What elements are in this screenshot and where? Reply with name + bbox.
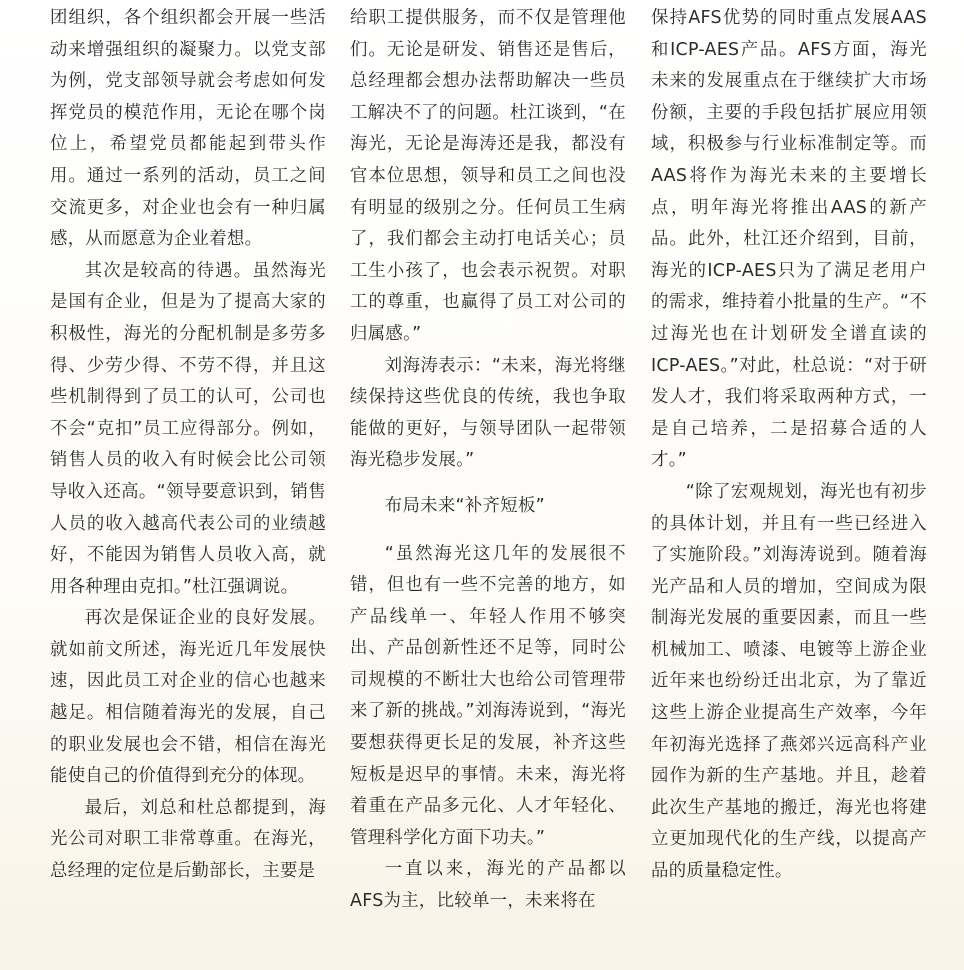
paragraph-liu-statement: 刘海涛表示：“未来，海光将继续保持这些优良的传统，我也争取能做的更好，与领导团队一起带领海光稳步发展。”: [350, 355, 626, 471]
paragraph-respect-start: 最后，刘总和杜总都提到，海光公司对职工非常尊重。在海光，总经理的定位是后勤部长，主要是: [50, 797, 326, 882]
paragraph-product-line-start: 一直以来，海光的产品都以AFS为主，比较单一，未来将在: [350, 859, 626, 912]
article-column-1: [50, 3, 326, 888]
paragraph-respect-continued: 给职工提供服务，而不仅是管理他们。无论是研发、销售还是售后，总经理都会想办法帮助解决一些员工解决不了的问题。杜江谈到，“在海光，无论是海涛还是我，都没有官本位思想，领导和员工之间也没有明显的级别之分。任何员工生病了，我们都会主动打电话关心；员工生小孩了，也会表示祝贺。对职工的尊重，也赢得了员工对公司的归属感。”: [350, 8, 626, 344]
paragraph-company-growth: 再次是保证企业的良好发展。就如前文所述，海光近几年发展快速，因此员工对企业的信心也越来越足。相信随着海光的发展，自己的职业发展也会不错，相信在海光能使自己的价值得到充分的体现。: [50, 608, 326, 787]
paragraph-compensation: 其次是较高的待遇。虽然海光是国有企业，但是为了提高大家的积极性，海光的分配机制是多劳多得、少劳少得、不劳不得，并且这些机制得到了员工的认可，公司也不会“克扣”员工应得部分。例如，销售人员的收入有时候会比公司领导收入还高。“领导要意识到，销售人员的收入越高代表公司的业绩越好，不能因为销售人员收入高，就用各种理由克扣。”杜江强调说。: [50, 260, 326, 597]
article-column-3: [651, 3, 927, 888]
paragraph-org-activities: 团组织，各个组织都会开展一些活动来增强组织的凝聚力。以党支部为例，党支部领导就会考虑如何发挥党员的模范作用，无论在哪个岗位上，希望党员都能起到带头作用。通过一系列的活动，员工之间交流更多，对企业也会有一种归属感，从而愿意为企业着想。: [50, 8, 326, 250]
paragraph-product-strategy: 保持AFS优势的同时重点发展AAS和ICP-AES产品。AFS方面，海光未来的发展重点在于继续扩大市场份额，主要的手段包括扩展应用领域，积极参与行业标准制定等。而AAS将作为海光未来的主要增长点，明年海光将推出AAS的新产品。此外，杜江还介绍到，目前，海光的ICP-AES只为了满足老用户的需求，维持着小批量的生产。“不过海光也在计划研发全谱直读的ICP-AES。”对此，杜总说：“对于研发人才，我们将采取两种方式，一是自己培养，二是招募合适的人才。”: [651, 8, 927, 471]
paragraph-shortcomings: “虽然海光这几年的发展很不错，但也有一些不完善的地方，如产品线单一、年轻人作用不够突出、产品创新性还不足等，同时公司规模的不断壮大也给公司管理带来了新的挑战。”刘海涛说到，“海光要想获得更长足的发展，补齐这些短板是迟早的事情。未来，海光将着重在产品多元化、人才年轻化、管理科学化方面下功夫。”: [350, 543, 626, 848]
paragraph-new-base: “除了宏观规划，海光也有初步的具体计划，并且有一些已经进入了实施阶段。”刘海涛说到。随着海光产品和人员的增加，空间成为限制海光发展的重要因素，而且一些机械加工、喷漆、电镀等上游企业近年来也纷纷迁出北京，为了靠近这些上游企业提高生产效率，今年年初海光选择了燕郊兴远高科产业园作为新的生产基地。并且，趁着此次生产基地的搬迁，海光也将建立更加现代化的生产线，以提高产品的质量稳定性。: [651, 481, 927, 882]
section-heading: 布局未来“补齐短板”: [384, 495, 545, 516]
article-column-2: [350, 3, 626, 918]
